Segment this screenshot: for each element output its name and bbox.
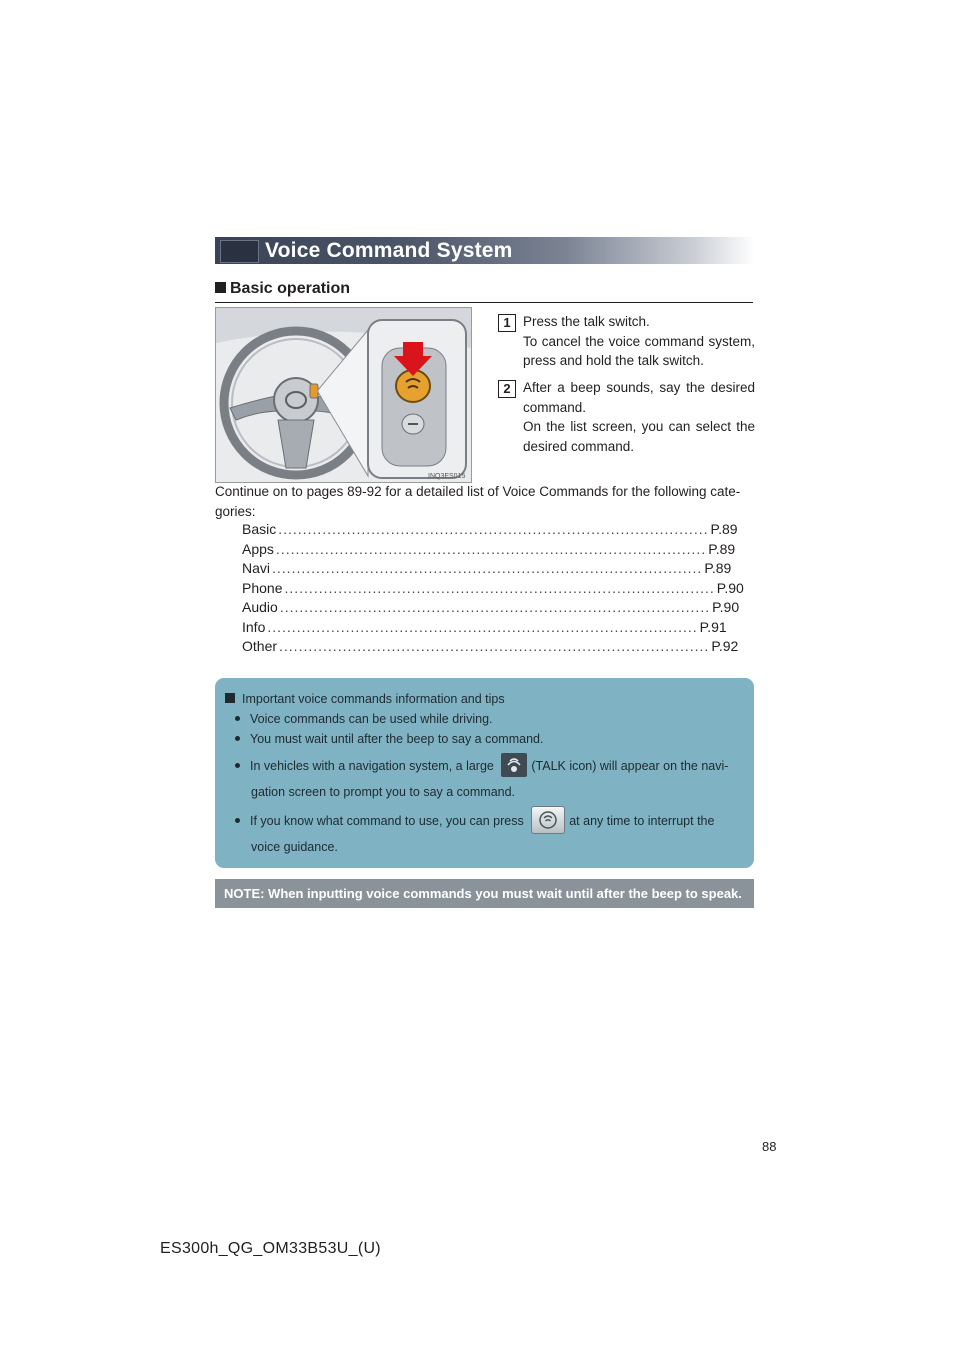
bullet-icon	[235, 818, 240, 823]
step-1	[498, 312, 755, 371]
steering-wheel-figure	[215, 307, 472, 483]
square-bullet-icon	[215, 282, 226, 293]
section-heading	[215, 280, 753, 303]
page-reference: P.90	[712, 599, 740, 615]
category-label: Info	[242, 618, 266, 635]
bullet-icon	[235, 763, 240, 768]
tips-heading: Important voice commands information and tips	[225, 692, 505, 706]
step-text: Press the talk switch.	[523, 314, 650, 329]
category-label: Other	[242, 638, 278, 654]
voice-system-icon	[220, 240, 259, 263]
category-label: Audio	[242, 599, 278, 615]
talk-icon	[501, 753, 527, 777]
square-bullet-icon	[225, 693, 235, 703]
category-list	[242, 520, 744, 657]
page-number: 88	[762, 1139, 777, 1154]
list-item: Phone ........................................................................................ P.90	[242, 579, 610, 599]
figure-code: INQ3ES015	[428, 473, 466, 480]
list-item: Navi ........................................................................................ P.89	[242, 559, 610, 579]
bullet-icon	[235, 716, 240, 721]
tip-item: Voice commands can be used while driving.	[235, 706, 747, 732]
note-banner: NOTE: When inputting voice commands you must wait until after the beep to speak.	[215, 879, 754, 908]
step-text: On the list screen, you can select the desired command.	[523, 419, 755, 454]
talk-switch-button-icon	[531, 806, 565, 834]
page-reference: P.92	[711, 638, 739, 654]
page-reference: P.89	[708, 540, 736, 557]
intro-paragraph: Continue on to pages 89-92 for a detailed list of Voice Commands for the following cate-gories:	[215, 484, 741, 519]
tip-item: If you know what command to use, you can press at any time to interrupt the voice guidance.	[235, 806, 747, 860]
tips-box	[215, 678, 754, 868]
steering-wheel-talk-switch-illustration	[216, 308, 471, 482]
page-reference: P.91	[699, 618, 727, 635]
list-item: Other ........................................................................................ P.92	[242, 637, 610, 657]
list-item: Audio ........................................................................................ P.90	[242, 598, 610, 618]
tip-item: You must wait until after the beep to say a command.	[235, 726, 747, 752]
step-number-badge: 1	[498, 314, 516, 332]
tip-item: In vehicles with a navigation system, a large (TALK icon) will appear on the navi- gation screen to prompt you to say a command.	[235, 753, 747, 805]
page-reference: P.89	[710, 521, 738, 537]
step-text: After a beep sounds, say the desired command.	[523, 380, 755, 415]
document-code: ES300h_QG_OM33B53U_(U)	[160, 1240, 381, 1257]
step-2	[498, 378, 755, 456]
bullet-icon	[235, 736, 240, 741]
section-heading-text: Basic operation	[230, 280, 351, 297]
step-text: To cancel the voice command system, press and hold the talk switch.	[523, 333, 755, 368]
category-label: Apps	[242, 540, 274, 557]
category-label: Phone	[242, 579, 283, 596]
category-label: Navi	[242, 560, 271, 576]
talk-switch-closeup	[368, 320, 466, 478]
page-reference: P.90	[716, 579, 744, 596]
list-item: Info ........................................................................................ P.91	[242, 618, 610, 638]
category-label: Basic	[242, 521, 277, 537]
section-title-bar	[215, 237, 755, 264]
page-reference: P.89	[704, 560, 732, 576]
list-item: Apps ........................................................................................ P.89	[242, 540, 610, 560]
page-title: Voice Command System	[265, 239, 513, 262]
step-number-badge: 2	[498, 380, 516, 398]
list-item: Basic ........................................................................................ P.89	[242, 520, 610, 540]
